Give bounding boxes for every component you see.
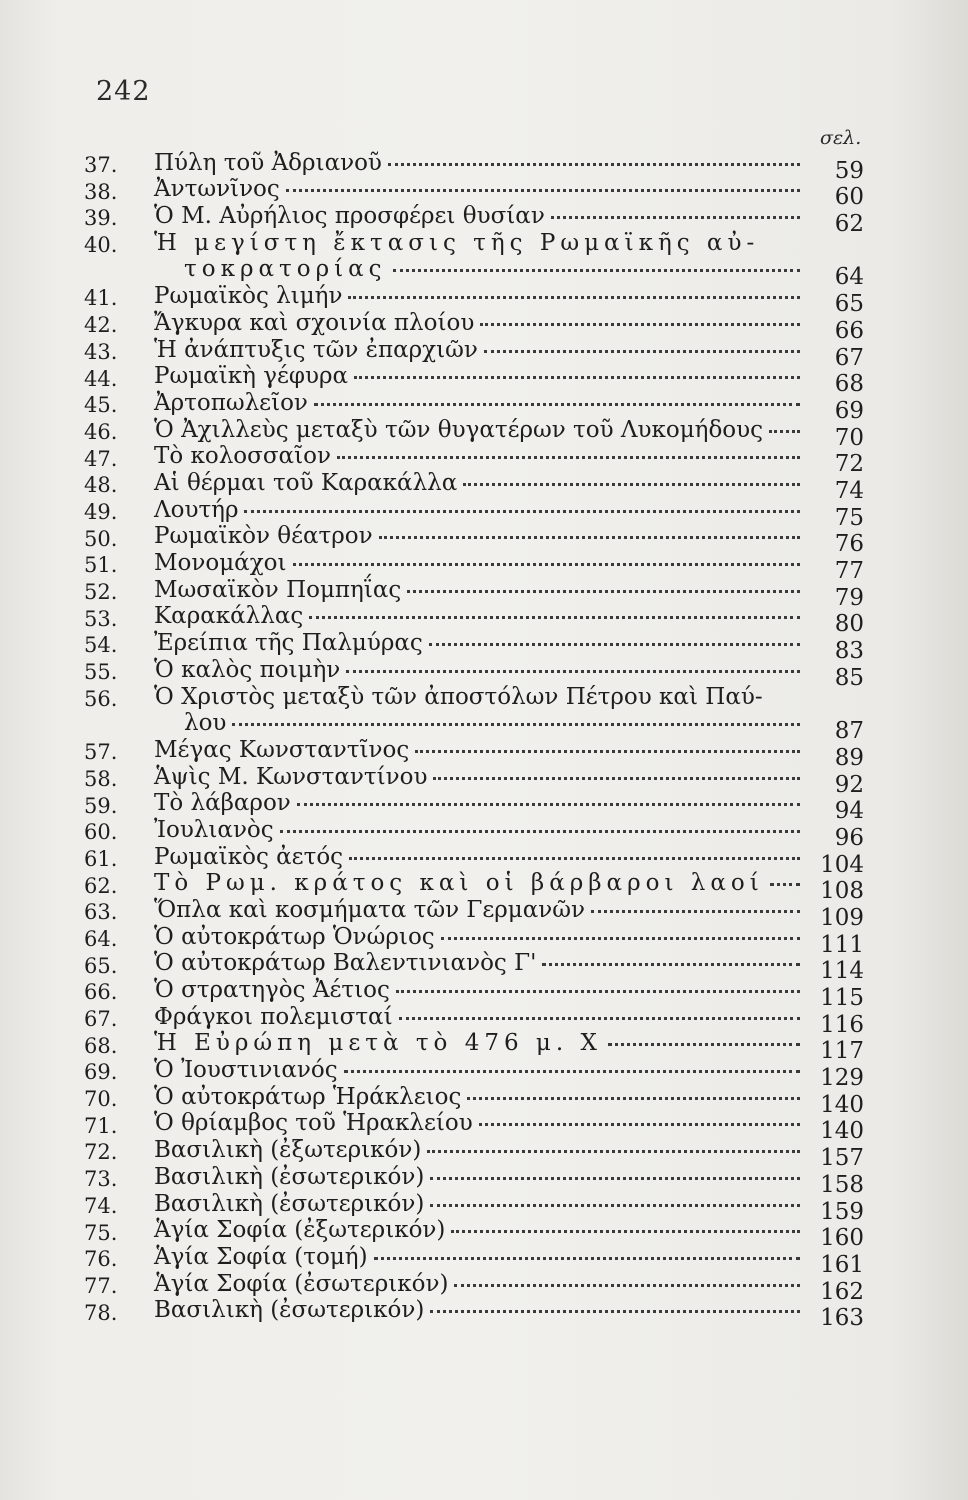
toc-entry-page: 76 — [834, 531, 864, 558]
toc-entry-number: 57. — [84, 740, 118, 765]
toc-entry-page: 94 — [834, 798, 864, 825]
toc-entry-title-continuation: λου — [184, 710, 227, 737]
toc-entry — [84, 1163, 864, 1198]
toc-entry-title: Φράγκοι πολεμισταί — [154, 1003, 393, 1030]
toc-entry — [84, 923, 864, 958]
toc-entry-title: Ὁ στρατηγὸς Ἀέτιος — [154, 977, 390, 1004]
toc-entry-number: 40. — [84, 233, 118, 258]
toc-entry-page: 60 — [834, 184, 864, 211]
toc-entry-page: 116 — [820, 1011, 864, 1038]
dot-leader — [314, 399, 800, 406]
toc-entry-page: 111 — [820, 931, 864, 958]
toc-entry-title: Ρωμαϊκὸν θέατρον — [154, 523, 373, 550]
dot-leader — [379, 532, 800, 539]
dot-leader — [480, 319, 800, 326]
dot-leader — [467, 1093, 800, 1100]
toc-entry-number: 49. — [84, 499, 118, 524]
toc-entry-number: 74. — [84, 1193, 118, 1218]
dot-leader — [348, 292, 800, 299]
toc-entry-title: Ἐρείπια τῆς Παλμύρας — [154, 630, 423, 657]
toc-entry-title: Ὁ Ἰουστινιανός — [154, 1057, 338, 1084]
dot-leader — [232, 719, 800, 726]
toc-entry-page: 79 — [834, 584, 864, 611]
dot-leader — [451, 1226, 800, 1233]
toc-entry-title: Βασιλικὴ (ἐσωτερικόν) — [154, 1297, 425, 1324]
toc-entry-page: 77 — [834, 558, 864, 585]
toc-entry-title: Ἁγία Σοφία (ἐσωτερικόν) — [154, 1270, 449, 1297]
toc-entry-number: 42. — [84, 313, 118, 338]
toc-entry-page: 74 — [834, 477, 864, 504]
toc-entry — [84, 496, 864, 531]
dot-leader — [344, 1066, 800, 1073]
toc-entry — [84, 736, 864, 771]
toc-entry-page: 92 — [834, 771, 864, 798]
toc-entry-title: Αἱ θέρμαι τοῦ Καρακάλλα — [154, 469, 458, 496]
toc-entry-title: Μέγας Κωνσταντῖνος — [154, 736, 410, 763]
toc-entry-page: 83 — [834, 638, 864, 665]
toc-entry-title: Ὁ Ἀχιλλεὺς μεταξὺ τῶν θυγατέρων τοῦ Λυκομήδους — [154, 416, 764, 443]
dot-leader — [244, 506, 800, 513]
toc-entry-title: Ἁψὶς Μ. Κωνσταντίνου — [154, 763, 428, 790]
toc-entry-title: Ὅπλα καὶ κοσμήματα τῶν Γερμανῶν — [154, 896, 586, 923]
toc-entry — [84, 1083, 864, 1118]
toc-entry — [84, 389, 864, 424]
toc-entry-number: 71. — [84, 1113, 118, 1138]
toc-entry-title: Ρωμαϊκὸς ἀετός — [154, 843, 344, 870]
toc-entry-title: Ἡ ἀνάπτυξις τῶν ἐπαρχιῶν — [154, 336, 478, 363]
toc-entry-page: 87 — [834, 718, 864, 745]
toc-entry-title: Ὁ αὐτοκράτωρ Ἡράκλειος — [154, 1083, 462, 1110]
dot-leader — [429, 639, 800, 646]
toc-entry-number: 52. — [84, 580, 118, 605]
toc-entry-number: 62. — [84, 873, 118, 898]
toc-entry-number: 66. — [84, 980, 118, 1005]
dot-leader — [309, 612, 800, 619]
dot-leader — [430, 1200, 800, 1207]
toc-entry-number: 59. — [84, 793, 118, 818]
toc-entry-page: 59 — [834, 157, 864, 184]
toc-entry-page: 115 — [820, 985, 864, 1012]
page-number: 242 — [96, 76, 151, 107]
toc-entry-page: 75 — [834, 504, 864, 531]
toc-entry — [84, 523, 864, 558]
toc-entry-number: 54. — [84, 633, 118, 658]
toc-entry-title-continuation: τοκρατορίας — [184, 256, 387, 283]
toc-entry-title: Ὁ θρίαμβος τοῦ Ἡρακλείου — [154, 1110, 473, 1137]
dot-leader — [388, 159, 800, 166]
toc-entry-number: 38. — [84, 179, 118, 204]
dot-leader — [293, 559, 800, 566]
toc-entry — [84, 203, 864, 238]
dot-leader — [374, 1253, 800, 1260]
toc-entry — [84, 1057, 864, 1092]
toc-entry-number: 64. — [84, 926, 118, 951]
toc-entry-page: 163 — [820, 1305, 864, 1332]
toc-entry-number: 75. — [84, 1220, 118, 1245]
toc-entry-page: 162 — [820, 1278, 864, 1305]
toc-entry — [84, 683, 864, 745]
dot-leader — [399, 1013, 800, 1020]
dot-leader — [297, 799, 800, 806]
toc-entry — [84, 230, 864, 291]
toc-entry — [84, 896, 864, 931]
toc-entry-title: Τὸ Ρωμ. κράτος καὶ οἱ βάρβαροι λαοί — [154, 870, 764, 897]
toc-entry-number: 37. — [84, 153, 118, 177]
toc-entry-number: 63. — [84, 900, 118, 925]
dot-leader — [479, 1119, 800, 1126]
toc-entry — [84, 1003, 864, 1038]
toc-entry-title: Ἁγία Σοφία (τομή) — [154, 1243, 368, 1270]
dot-leader — [396, 986, 800, 993]
toc-entry-page: 140 — [820, 1118, 864, 1145]
toc-entry-page: 62 — [834, 211, 864, 238]
toc-entry-title: Λουτήρ — [154, 496, 239, 523]
toc-entry-number: 53. — [84, 606, 118, 631]
toc-entry — [84, 656, 864, 691]
toc-entry-title: Ὁ καλὸς ποιμὴν — [154, 656, 341, 683]
toc-entry-page: 89 — [834, 744, 864, 771]
toc-entry-number: 48. — [84, 473, 118, 498]
toc-entry-number: 58. — [84, 766, 118, 791]
toc-entry-title: Ἀρτοπωλεῖον — [154, 389, 308, 416]
dot-leader — [349, 853, 800, 860]
toc-entry — [84, 550, 864, 585]
toc-entry — [84, 309, 864, 344]
toc-entry-number: 70. — [84, 1087, 118, 1112]
toc-entry-page: 80 — [834, 611, 864, 638]
toc-entry — [84, 763, 864, 798]
toc-entry — [84, 1190, 864, 1225]
toc-entry-page: 160 — [820, 1225, 864, 1252]
toc-entry-number: 44. — [84, 366, 118, 391]
toc-entry — [84, 1217, 864, 1252]
toc-entry-title: Πύλη τοῦ Ἀδριανοῦ — [154, 149, 382, 176]
toc-entry-title: Καρακάλλας — [154, 603, 304, 630]
toc-entry-title: Ἀντωνῖνος — [154, 176, 280, 203]
toc-entry-title: Τὸ κολοσσαῖον — [154, 443, 331, 470]
toc-entry — [84, 363, 864, 398]
dot-leader — [286, 185, 800, 192]
toc-entry-title: Ἁγία Σοφία (ἐξωτερικόν) — [154, 1217, 446, 1244]
toc-entry-number: 47. — [84, 446, 118, 471]
toc-entry-number: 69. — [84, 1060, 118, 1085]
toc-entry-number: 73. — [84, 1167, 118, 1192]
dot-leader — [454, 1280, 800, 1287]
toc-entry-number: 67. — [84, 1007, 118, 1032]
toc-entry-page: 68 — [834, 371, 864, 398]
toc-entry-page: 157 — [820, 1145, 864, 1172]
toc-entry-title: Ὁ Μ. Αὐρήλιος προσφέρει θυσίαν — [154, 203, 545, 230]
toc-entry-number: 55. — [84, 660, 118, 685]
dot-leader — [463, 479, 800, 486]
toc-entry-page: 140 — [820, 1091, 864, 1118]
toc-entry-title: Ἰουλιανὸς — [154, 816, 274, 843]
toc-entry-number: 51. — [84, 553, 118, 578]
toc-entry-page: 65 — [834, 291, 864, 318]
toc-entry-number: 76. — [84, 1247, 118, 1272]
toc-entry-page: 109 — [820, 904, 864, 931]
toc-entry-number: 45. — [84, 393, 118, 418]
toc-entry — [84, 603, 864, 638]
dot-leader — [415, 746, 800, 753]
toc-entry-page: 85 — [834, 664, 864, 691]
toc-entry-number: 56. — [84, 686, 118, 711]
toc-entry-page: 129 — [820, 1065, 864, 1092]
dot-leader — [393, 265, 800, 272]
toc-entry-number: 60. — [84, 820, 118, 845]
toc-entry-page: 66 — [834, 317, 864, 344]
toc-entry — [84, 336, 864, 371]
dot-leader — [608, 1039, 800, 1046]
dot-leader — [441, 933, 800, 940]
toc-entry-title: Ἡ μεγίστη ἔκτασις τῆς Ρωμαϊκῆς αὐ- — [154, 230, 760, 257]
toc-entry-title: Ἡ Εὐρώπη μετὰ τὸ 476 μ. Χ — [154, 1030, 602, 1057]
toc-entry — [84, 870, 864, 905]
toc-entry-page: 67 — [834, 344, 864, 371]
dot-leader — [407, 586, 800, 593]
toc-entry — [84, 1030, 864, 1065]
table-of-illustrations — [84, 149, 864, 1332]
toc-entry-title: Ἄγκυρα καὶ σχοινία πλοίου — [154, 309, 475, 336]
toc-entry — [84, 816, 864, 851]
toc-entry — [84, 950, 864, 985]
dot-leader — [280, 826, 800, 833]
toc-entry-title: Ὁ Χριστὸς μεταξὺ τῶν ἀποστόλων Πέτρου καὶ Παύ- — [154, 683, 763, 710]
toc-entry-page: 108 — [820, 878, 864, 905]
toc-entry — [84, 283, 864, 318]
toc-entry-title: Μωσαϊκὸν Πομπηΐας — [154, 576, 402, 603]
toc-entry-title: Ρωμαϊκὴ γέφυρα — [154, 363, 348, 390]
toc-entry-number: 50. — [84, 526, 118, 551]
page-column-header: σελ. — [820, 127, 862, 149]
toc-entry-number: 77. — [84, 1273, 118, 1298]
toc-entry-number: 43. — [84, 339, 118, 364]
dot-leader — [346, 666, 800, 673]
toc-entry — [84, 1137, 864, 1172]
dot-leader — [591, 906, 800, 913]
toc-entry-number: 39. — [84, 206, 118, 231]
dot-leader — [484, 346, 800, 353]
dot-leader — [427, 1146, 800, 1153]
toc-entry-number: 72. — [84, 1140, 118, 1165]
toc-entry — [84, 443, 864, 478]
toc-entry-page: 104 — [820, 851, 864, 878]
dot-leader — [337, 452, 800, 459]
dot-leader — [769, 426, 800, 433]
toc-entry-title: Τὸ λάβαρον — [154, 790, 291, 817]
toc-entry — [84, 149, 864, 184]
toc-entry — [84, 1270, 864, 1305]
toc-entry — [84, 469, 864, 504]
dot-leader — [433, 773, 800, 780]
toc-entry-number: 46. — [84, 419, 118, 444]
toc-entry-title: Βασιλικὴ (ἐσωτερικόν) — [154, 1163, 425, 1190]
toc-entry — [84, 416, 864, 451]
toc-entry-number: 68. — [84, 1033, 118, 1058]
toc-entry-page: 158 — [820, 1171, 864, 1198]
toc-entry-page: 72 — [834, 451, 864, 478]
toc-entry-page: 96 — [834, 824, 864, 851]
toc-entry-title: Ὁ αὐτοκράτωρ Ὁνώριος — [154, 923, 435, 950]
toc-entry — [84, 977, 864, 1012]
dot-leader — [551, 212, 800, 219]
toc-entry-number: 65. — [84, 953, 118, 978]
toc-entry-page: 69 — [834, 397, 864, 424]
toc-entry — [84, 1243, 864, 1278]
toc-entry-title: Ρωμαϊκὸς λιμήν — [154, 283, 343, 310]
toc-entry-page: 117 — [820, 1038, 864, 1065]
toc-entry — [84, 1297, 864, 1332]
toc-entry-page: 159 — [820, 1198, 864, 1225]
dot-leader — [770, 879, 800, 886]
dot-leader — [354, 372, 800, 379]
toc-entry-page: 114 — [820, 958, 864, 985]
dot-leader — [542, 959, 800, 966]
dot-leader — [430, 1306, 800, 1313]
toc-entry-page: 161 — [820, 1251, 864, 1278]
toc-entry — [84, 1110, 864, 1145]
toc-entry-title: Ὁ αὐτοκράτωρ Βαλεντινιανὸς Γ' — [154, 950, 537, 977]
toc-entry-number: 61. — [84, 846, 118, 871]
toc-entry-title: Βασιλικὴ (ἐξωτερικόν) — [154, 1137, 422, 1164]
toc-entry-title: Μονομάχοι — [154, 550, 287, 577]
toc-entry — [84, 790, 864, 825]
toc-entry-number: 41. — [84, 286, 118, 311]
toc-entry — [84, 630, 864, 665]
toc-entry — [84, 576, 864, 611]
toc-entry-title: Βασιλικὴ (ἐσωτερικόν) — [154, 1190, 425, 1217]
dot-leader — [430, 1173, 800, 1180]
toc-entry-page: 70 — [834, 424, 864, 451]
toc-entry — [84, 176, 864, 211]
toc-entry-number: 78. — [84, 1300, 118, 1325]
toc-entry — [84, 843, 864, 878]
toc-entry-page: 64 — [834, 264, 864, 291]
